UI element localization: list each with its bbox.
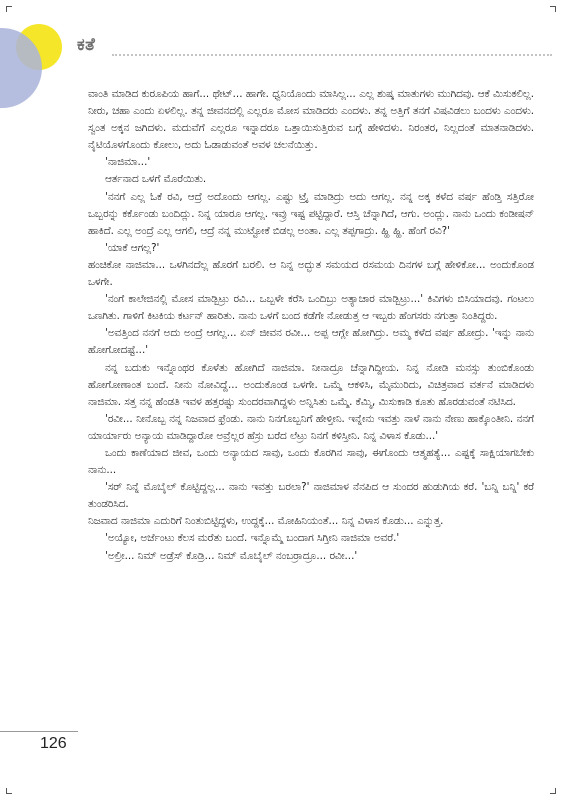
page-number: 126 xyxy=(40,735,67,752)
footer-rule xyxy=(0,731,78,732)
paragraph: ವಾಂತಿ ಮಾಡಿದ ಕುರೂಪಿಯ ಹಾಗೆ... ಥೇಟ್... ಹಾಗೇ. ಧ್ವನಿಯೊಂದು ಮಾಸಿಲ್ಲ... ಎಲ್ಲ ಶುಷ್ಕ ಮಾತುಗಳು ಮುಗಿದವು. ಆಕೆ ಮಿಸುಕಲಿಲ್ಲ. ನೀರು, ಚಹಾ ಎಂದು ಏಳಲಿಲ್ಲ. ತನ್ನ ಜೀವನದಲ್ಲಿ ಎಲ್ಲರೂ ಮೋಸ ಮಾಡಿದರು ಎಂದಳು. ತನ್ನ ಅತ್ತಿಗೆ ತನಗೆ ವಿಷವಿಡಲು ಬಂದಳು ಎಂದಳು. ಸ್ವಂತ ಅಕ್ಕನ ಜಗಿದಳು. ಮದುವೆಗೆ ಎಲ್ಲರೂ ಇನ್ನಾದರೂ ಒತ್ತಾಯಿಸುತ್ತಿರುವ ಬಗ್ಗೆ ಹೇಳಿದಳು. ನಿರಂತರ, ನಿಲ್ಲದಂತೆ ಮಾತನಾಡಿದಳು. ನೈಟಿಯೊಳಗೊಂದು ಕೋಲು, ಅದು ಓಡಾಡುವಂತೆ ಅವಳ ಚಲನೆಯಿತ್ತು. xyxy=(88,88,534,152)
section-title: ಕತೆ xyxy=(77,35,96,55)
crop-mark xyxy=(6,793,12,794)
paragraph: 'ಅವತ್ತಿಂದ ನನಗೆ ಅದು ಅಂದ್ರೆ ಆಗಲ್ಲ... ಏನ್ ಜೀವನ ರವೀ... ಅಪ್ಪ ಆಗ್ಲೇ ಹೋಗಿದ್ರು. ಅಮ್ಮ ಕಳೆದ ವರ್ಷ ಹೋದ್ರು. 'ಇನ್ನು ನಾನು ಹೋಗೋದಷ್ಟೆ...' xyxy=(88,327,534,357)
story-body xyxy=(88,86,534,565)
paragraph: 'ಯಾಕೆ ಆಗಲ್ಲ?' xyxy=(105,241,160,254)
paragraph: 'ನನಗೆ ಎಲ್ಲ ಓಕೆ ರವಿ, ಆದ್ರೆ ಅದೊಂದು ಆಗಲ್ಲ. ಎಷ್ಟು ಟ್ರೈ ಮಾಡಿದ್ರು ಅದು ಆಗಲ್ಲ. ನನ್ನ ಅಕ್ಕ ಕಳೆದ ವರ್ಷ ಹೆಂಡ್ತಿ ಸತ್ತಿರೋ ಒಬ್ಬರನ್ನು ಕರ್ಕೊಂಡು ಬಂದಿದ್ಲು. ನಿನ್ನ ಯಾರೂ ಆಗಲ್ಲ. ಇವ್ರು ಇಷ್ಟ ಪಟ್ಟಿದ್ದಾರೆ. ಆಸ್ತಿ ಚೆನ್ನಾಗಿದೆ, ಆಗು. ಅಂದ್ಲು. ನಾನು ಒಂದು ಕಂಡೀಷನ್ ಹಾಕಿದೆ. ಎಲ್ಲ ಅಂದ್ರೆ ಎಲ್ಲ ಆಗಲಿ, ಆದ್ರೆ ನನ್ನ ಮುಟ್ಟೋಕೆ ಬಿಡಲ್ಲ ಅಂತಾ. ಎಲ್ಲ ತಪ್ಪಗಾದ್ರು. ಹ್ಹಿ ಹ್ಹಿ. ಹೆಂಗೆ ರವಿ?' xyxy=(88,190,534,237)
paragraph: 'ನಾಜಿಮಾ...' xyxy=(105,156,151,169)
paragraph: 'ನಂಗೆ ಕಾಲೇಜಿನಲ್ಲಿ ಮೋಸ ಮಾಡ್ಬಿಟ್ರು ರವಿ... ಒಬ್ಬಳೇ ಕರೆಸಿ ಒಂದಿಬ್ರು ಅತ್ಯಾಚಾರ ಮಾಡ್ಬಿಟ್ರು...' ಕಿವಿಗಳು ಬಿಸಿಯಾದವು. ಗಂಟಲು ಒಣಗಿತು. ಗಾಳಿಗೆ ಕಿಟಕಿಯ ಕರ್ಟನ್ ಹಾರಿತು. ನಾನು ಒಳಗೆ ಬಂದ ಕಡೆಗೇ ನೋಡುತ್ತ ಆ ಇಬ್ಬರು ಹೆಂಗಸರು ನಗುತ್ತಾ ನಿಂತಿದ್ದರು. xyxy=(88,293,534,323)
paragraph: 'ಅಲ್ರೀ... ನಿಮ್ ಅಡ್ರೆಸ್ ಕೊಡ್ರಿ... ನಿಮ್ ಮೊಬೈಲ್ ನಂಬರ್ರಾದ್ರೂ... ರವೀ...' xyxy=(105,549,358,562)
paragraph: 'ರವೀ... ನೀನೊಬ್ಬ ನನ್ನ ನಿಜವಾದ ಫ್ರೆಂಡು. ನಾನು ನಿನಗೊಬ್ಬನಿಗೆ ಹೇಳ್ತೀನಿ. ಇನ್ನೇನು ಇವತ್ತು ನಾಳೆ ನಾನು ನೇಣು ಹಾಕ್ಕೊಂತೀನಿ. ನನಗೆ ಯಾರ್ಯಾರು ಅನ್ಯಾಯ ಮಾಡಿದ್ದಾರೋ ಅವ್ರೆಲ್ಲರ ಹೆಸ್ರು ಬರೆದ ಲೆಟ್ರು ನಿನಗೆ ಕಳಿಸ್ತೀನಿ. ನಿನ್ನ ವಿಳಾಸ ಕೊಡು...' xyxy=(88,412,534,442)
paragraph: ಹಂಚಿಕೋ ನಾಜಿಮಾ... ಒಳಗಿನದೆಲ್ಲ ಹೊರಗೆ ಬರಲಿ. ಆ ನಿನ್ನ ಅದ್ಭುತ ಸಮಯದ ರಸಮಯ ದಿನಗಳ ಬಗ್ಗೆ ಹೇಳಿಕೋ... ಅಂದುಕೊಂಡ ಒಳಗೇ. xyxy=(88,258,534,289)
crop-mark xyxy=(550,6,556,7)
paragraph: ಆರ್ತನಾದ ಒಳಗೆ ಮೊರೆಯಿತು. xyxy=(105,173,207,186)
paragraph: 'ಅಯ್ಯೋ, ಅರ್ಜೆಂಟು ಕೆಲಸ ಮರೆತು ಬಂದೆ. ಇನ್ನೊಮ್ಮೆ ಬಂದಾಗ ಸಿಗ್ತೀನಿ ನಾಜಿಮಾ ಅವರೆ.' xyxy=(105,532,400,545)
paragraph: 'ಸರ್ ನಿನ್ನೆ ಮೊಬೈಲ್ ಕೊಟ್ಟಿದ್ದಲ್ಲ... ನಾನು ಇವತ್ತು ಬರಲಾ?' ನಾಜಿಮಾಳ ನೆನಪಿದ ಆ ಸುಂದರ ಹುಡುಗಿಯ ಕರೆ. 'ಬನ್ನಿ ಬನ್ನಿ' ಕರೆ ತುಂಡರಿಸಿದ. xyxy=(88,481,534,511)
dotted-divider xyxy=(112,54,552,56)
crop-mark xyxy=(6,6,12,7)
paragraph: ನನ್ನ ಬದುಕು ಇನ್ನೊಂಥರ ಕೊಳೆತು ಹೋಗಿದೆ ನಾಜಿಮಾ. ನೀನಾದ್ರೂ ಚೆನ್ನಾಗಿದ್ದೀಯ. ನಿನ್ನ ನೋಡಿ ಮನಸ್ಸು ತುಂಬಿಕೊಂಡು ಹೋಗೋಣಾಂತ ಬಂದೆ. ನೀನು ನೋವಿದ್ದೆ... ಅಂದುಕೊಂಡ ಒಳಗೇ. ಒಮ್ಮೆ ಆಕಳಿಸಿ, ಮೈಮುರಿದು, ವಿಚಿತ್ರವಾದ ವರ್ತನೆ ಮಾಡಿದಳು ನಾಜಿಮಾ. ಸತ್ತ ನನ್ನ ಹೆಂಡತಿ ಇವಳ ಹತ್ತರಷ್ಟು ಸುಂದರವಾಗಿದ್ದಳು ಅನ್ನಿಸಿತು ಒಮ್ಮೆ. ಕೆಮ್ಮಿ, ಮಿಸುಕಾಡಿ ಕೂತು ಹೊರಡುವಂತೆ ನಟಿಸಿದ. xyxy=(88,361,534,408)
paragraph: ಒಂದು ಕಾಣೆಯಾದ ಜೀವ, ಒಂದು ಅನ್ಯಾಯದ ಸಾವು, ಒಂದು ಕೊರಗಿನ ಸಾವು, ಈಗೊಂದು ಆತ್ಮಹತ್ಯೆ... ಎಷ್ಟಕ್ಕೆ ಸಾಕ್ಷಿಯಾಗಬೇಕು ನಾನು... xyxy=(88,446,534,477)
paragraph: ನಿಜವಾದ ನಾಜಿಮಾ ಎದುರಿಗೆ ನಿಂತುಬಿಟ್ಟಿದ್ದಳು, ಉದ್ದಕ್ಕೆ... ಮೋಹಿನಿಯಂತೆ... ನಿನ್ನ ವಿಳಾಸ ಕೊಡು... ಎನ್ನುತ್ತ. xyxy=(88,515,444,528)
crop-mark xyxy=(550,793,556,794)
